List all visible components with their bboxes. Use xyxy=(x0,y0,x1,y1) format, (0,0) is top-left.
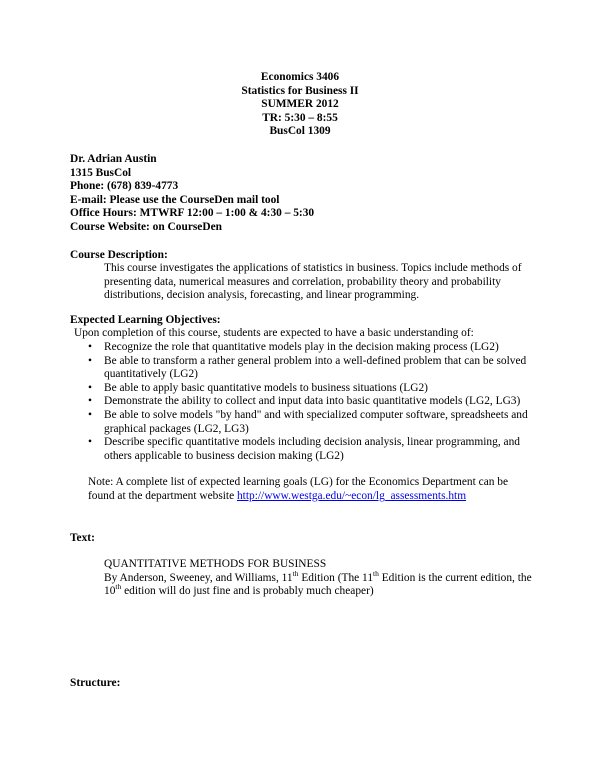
note-text: Note: A complete list of expected learning goals (LG) for the Economics Department can be found at the department website xyxy=(88,476,509,502)
bullet-icon: • xyxy=(88,395,92,408)
textbook-edition: By Anderson, Sweeney, and Williams, 11th Edition (The 11th Edition is the current edition, the 10th edition will do just fine and is probably much cheaper) xyxy=(104,568,532,598)
course-room: BusCol 1309 xyxy=(269,125,331,138)
objective-text: Be able to solve models "by hand" and with specialized computer software, spreadsheets and graphical packages (LG2, LG3) xyxy=(104,408,528,435)
instructor-email: E-mail: Please use the CourseDen mail tool xyxy=(70,193,280,206)
textbook-info xyxy=(104,558,544,599)
course-number: Economics 3406 xyxy=(260,71,340,83)
instructor-phone: Phone: (678) 839-4773 xyxy=(70,180,179,193)
course-term: SUMMER 2012 xyxy=(261,98,339,111)
course-description-body: This course investigates the applications of statistics in business. Topics include methods of presenting data, numerical measures and correlation, probability theory and probability distributions, decision analysis, forecasting, and linear programming. xyxy=(104,262,522,302)
learning-goals-note xyxy=(88,476,528,503)
objective-item xyxy=(88,395,528,409)
objective-item xyxy=(88,341,528,355)
bullet-icon: • xyxy=(88,341,92,353)
bullet-icon: • xyxy=(88,381,92,394)
objective-item xyxy=(88,355,528,382)
objective-item xyxy=(88,436,528,463)
department-website-link[interactable]: http://www.westga.edu/~econ/lg_assessments.htm xyxy=(236,489,467,502)
instructor-office: 1315 BusCol xyxy=(70,166,132,179)
bullet-icon: • xyxy=(88,436,92,449)
learning-objectives-intro: Upon completion of this course, students are expected to have a basic understanding of: xyxy=(74,327,474,339)
course-schedule: TR: 5:30 – 8:55 xyxy=(262,111,338,124)
course-website: Course Website: on CourseDen xyxy=(70,220,222,233)
office-hours: Office Hours: MTWRF 12:00 – 1:00 & 4:30 – 5:30 xyxy=(70,207,315,220)
course-title: Statistics for Business II xyxy=(241,84,359,97)
objective-item xyxy=(88,382,528,396)
learning-objectives-list xyxy=(88,341,528,463)
structure-heading: Structure: xyxy=(70,677,121,689)
instructor-name: Dr. Adrian Austin xyxy=(70,153,157,165)
course-description-heading: Course Description: xyxy=(70,249,168,261)
objective-text: Be able to apply basic quantitative models to business situations (LG2) xyxy=(104,381,428,394)
text-heading: Text: xyxy=(70,532,95,544)
textbook-title: QUANTITATIVE METHODS FOR BUSINESS xyxy=(104,558,327,570)
bullet-icon: • xyxy=(88,408,92,421)
objective-text: Demonstrate the ability to collect and input data into basic quantitative models (LG2, LG3) xyxy=(104,395,521,408)
instructor-contact xyxy=(70,153,314,235)
objective-text: Describe specific quantitative models including decision analysis, linear programming, and others applicable to business decision making (LG2) xyxy=(104,436,520,462)
learning-objectives-heading: Expected Learning Objectives: xyxy=(70,314,221,326)
objective-text: Recognize the role that quantitative models play in the decision making process (LG2) xyxy=(104,341,499,353)
objective-item xyxy=(88,409,528,436)
objective-text: Be able to transform a rather general problem into a well-defined problem that can be solved quantitatively (LG2) xyxy=(104,354,527,381)
bullet-icon: • xyxy=(88,354,92,367)
course-header xyxy=(0,71,600,139)
